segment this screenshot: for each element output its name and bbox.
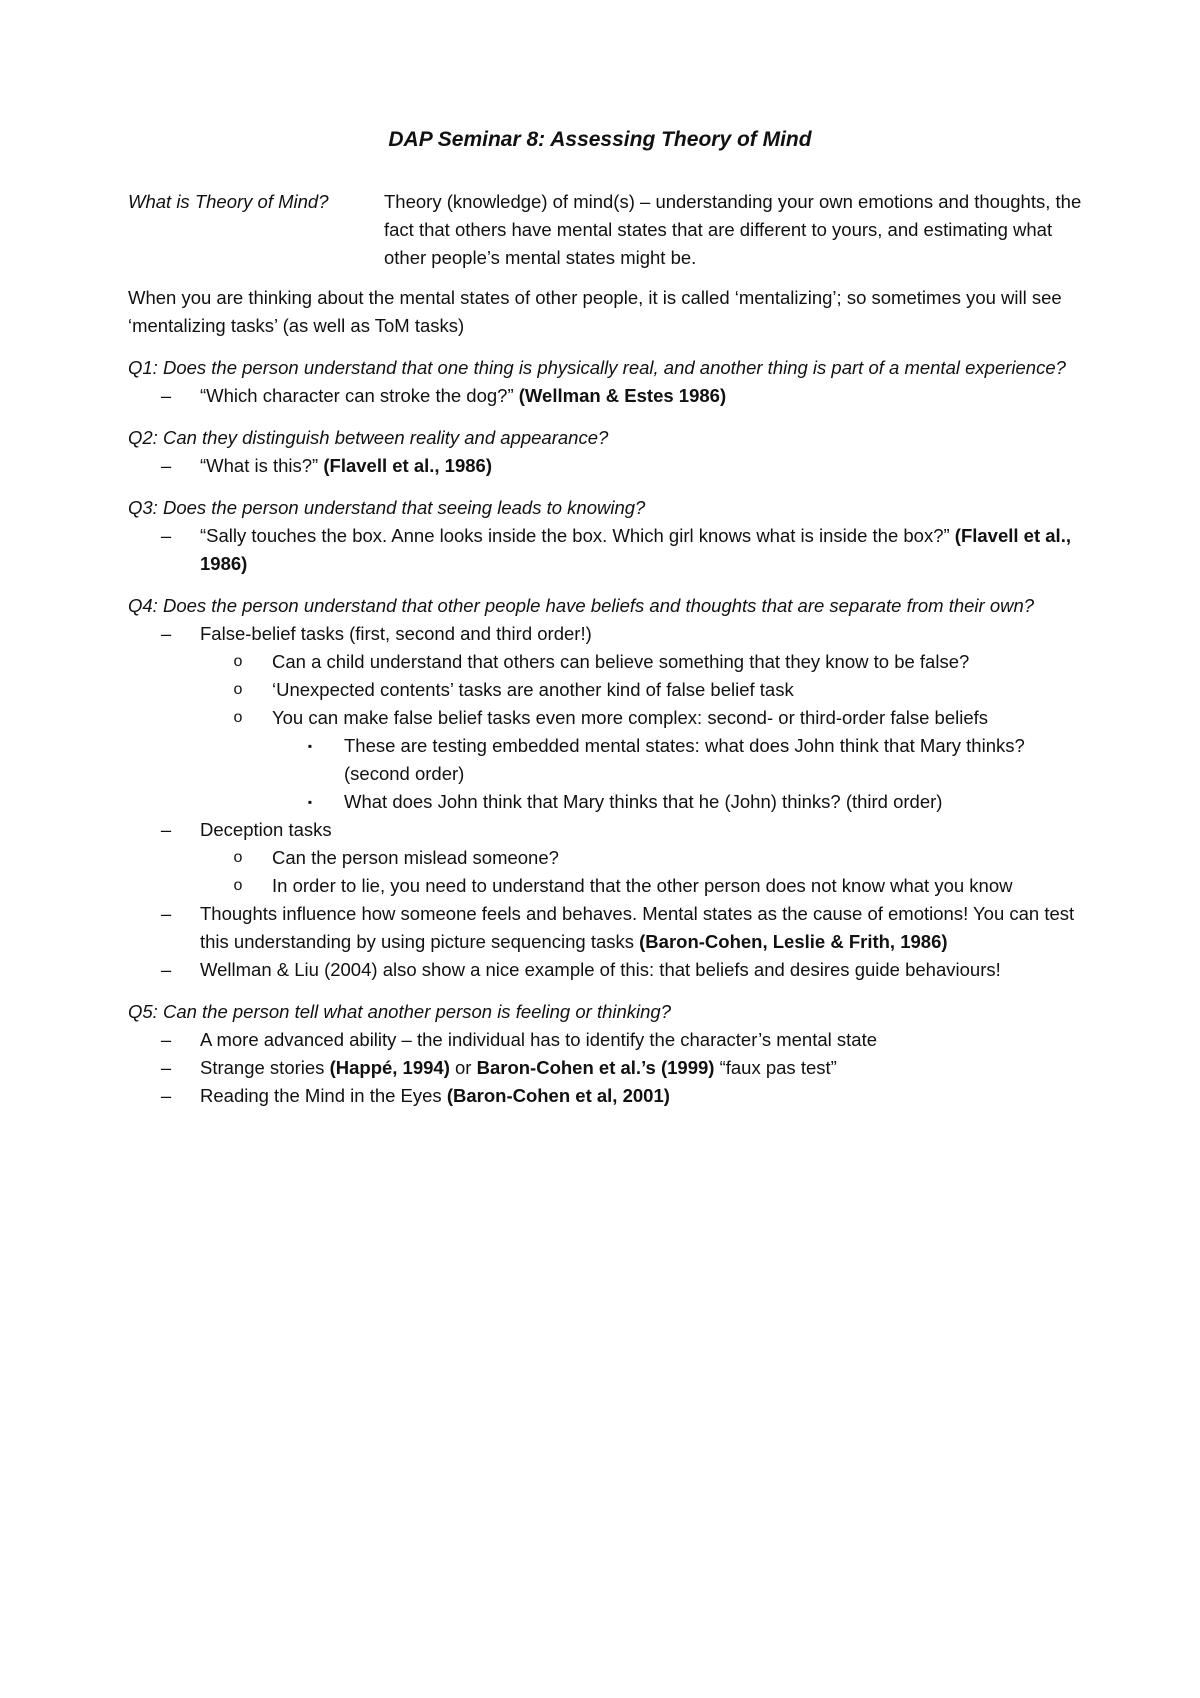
item-text: or [449, 1057, 477, 1078]
list-item [128, 1054, 1088, 1082]
citation: (Wellman & Estes 1986) [518, 385, 727, 406]
list-item [128, 816, 1088, 844]
item-text: In order to lie, you need to understand that the other person does not know what you know [272, 875, 1013, 896]
item-text: Deception tasks [200, 819, 332, 840]
item-text: “What is this?” [200, 455, 324, 476]
circle-bullet: o [233, 877, 243, 894]
dash-bullet: – [160, 959, 172, 980]
item-text: What does John think that Mary thinks that he (John) thinks? (third order) [344, 791, 943, 812]
list-item [128, 900, 1088, 956]
dash-bullet: – [160, 1029, 172, 1050]
item-text: False-belief tasks (first, second and third order!) [200, 623, 592, 644]
dash-bullet: – [160, 455, 172, 476]
square-bullet: ▪ [307, 739, 313, 753]
list-item [128, 704, 1088, 732]
list-item [128, 1082, 1088, 1110]
mentalizing-paragraph: When you are thinking about the mental states of other people, it is called ‘mentalizing’; so sometimes you will see ‘mentalizing tasks’ (as well as ToM tasks) [128, 287, 1062, 336]
item-text: “faux pas test” [714, 1057, 837, 1078]
citation: (Baron-Cohen et al, 2001) [446, 1085, 670, 1106]
item-text: A more advanced ability – the individual has to identify the character’s mental state [200, 1029, 878, 1050]
square-bullet: ▪ [307, 795, 313, 809]
citation: (Flavell et al., 1986) [200, 525, 1071, 574]
q2-list [128, 452, 1088, 480]
q1-heading: Q1: Does the person understand that one thing is physically real, and another thing is part of a mental experience? [128, 357, 1066, 378]
q4-heading: Q4: Does the person understand that other people have beliefs and thoughts that are separate from their own? [128, 595, 1035, 616]
q3-heading: Q3: Does the person understand that seeing leads to knowing? [128, 497, 646, 518]
item-text: Wellman & Liu (2004) also show a nice example of this: that beliefs and desires guide behaviours! [200, 959, 1001, 980]
document-title: DAP Seminar 8: Assessing Theory of Mind [388, 128, 812, 151]
item-text: You can make false belief tasks even more complex: second- or third-order false beliefs [272, 707, 989, 728]
q5-heading: Q5: Can the person tell what another person is feeling or thinking? [128, 1001, 671, 1022]
list-item [128, 620, 1088, 648]
list-item [128, 788, 1088, 816]
q3-list [128, 522, 1088, 578]
circle-bullet: o [233, 709, 243, 726]
list-item [128, 382, 1088, 410]
circle-bullet: o [233, 681, 243, 698]
item-text: Strange stories [200, 1057, 330, 1078]
dash-bullet: – [160, 385, 172, 406]
q2-heading: Q2: Can they distinguish between reality and appearance? [128, 427, 609, 448]
list-item [128, 872, 1088, 900]
dash-bullet: – [160, 623, 172, 644]
item-text: ‘Unexpected contents’ tasks are another kind of false belief task [272, 679, 794, 700]
item-text: Reading the Mind in the Eyes [200, 1085, 447, 1106]
circle-bullet: o [233, 653, 243, 670]
dash-bullet: – [160, 1057, 172, 1078]
list-item [128, 956, 1088, 984]
item-text: Can the person mislead someone? [272, 847, 559, 868]
dash-bullet: – [160, 525, 172, 546]
document-body [128, 188, 1088, 1110]
dash-bullet: – [160, 903, 172, 924]
list-item [128, 452, 1088, 480]
item-text: Can a child understand that others can believe something that they know to be false? [272, 651, 970, 672]
definition-body: Theory (knowledge) of mind(s) – understanding your own emotions and thoughts, the fact that others have mental states that are different to yours, and estimating what other people’s mental states might be. [384, 191, 1082, 268]
item-text: “Which character can stroke the dog?” [200, 385, 519, 406]
definition-term: What is Theory of Mind? [128, 191, 329, 212]
list-item [128, 522, 1088, 578]
dash-bullet: – [160, 1085, 172, 1106]
citation: (Flavell et al., 1986) [323, 455, 493, 476]
definition-row [128, 188, 1088, 272]
list-item [128, 1026, 1088, 1054]
q4-list [128, 620, 1088, 984]
circle-bullet: o [233, 849, 243, 866]
citation: (Baron-Cohen, Leslie & Frith, 1986) [639, 931, 948, 952]
dash-bullet: – [160, 819, 172, 840]
list-item [128, 732, 1088, 788]
list-item [128, 676, 1088, 704]
item-text: These are testing embedded mental states: what does John think that Mary thinks? (second order) [344, 735, 1025, 784]
q5-list [128, 1026, 1088, 1110]
list-item [128, 648, 1088, 676]
item-text: “Sally touches the box. Anne looks inside the box. Which girl knows what is inside the box?” [200, 525, 955, 546]
list-item [128, 844, 1088, 872]
q1-list [128, 382, 1088, 410]
citation: Baron-Cohen et al.’s (1999) [476, 1057, 715, 1078]
item-text: Thoughts influence how someone feels and behaves. Mental states as the cause of emotions! You can test this understanding by using picture sequencing tasks [200, 903, 1075, 952]
citation: (Happé, 1994) [329, 1057, 450, 1078]
